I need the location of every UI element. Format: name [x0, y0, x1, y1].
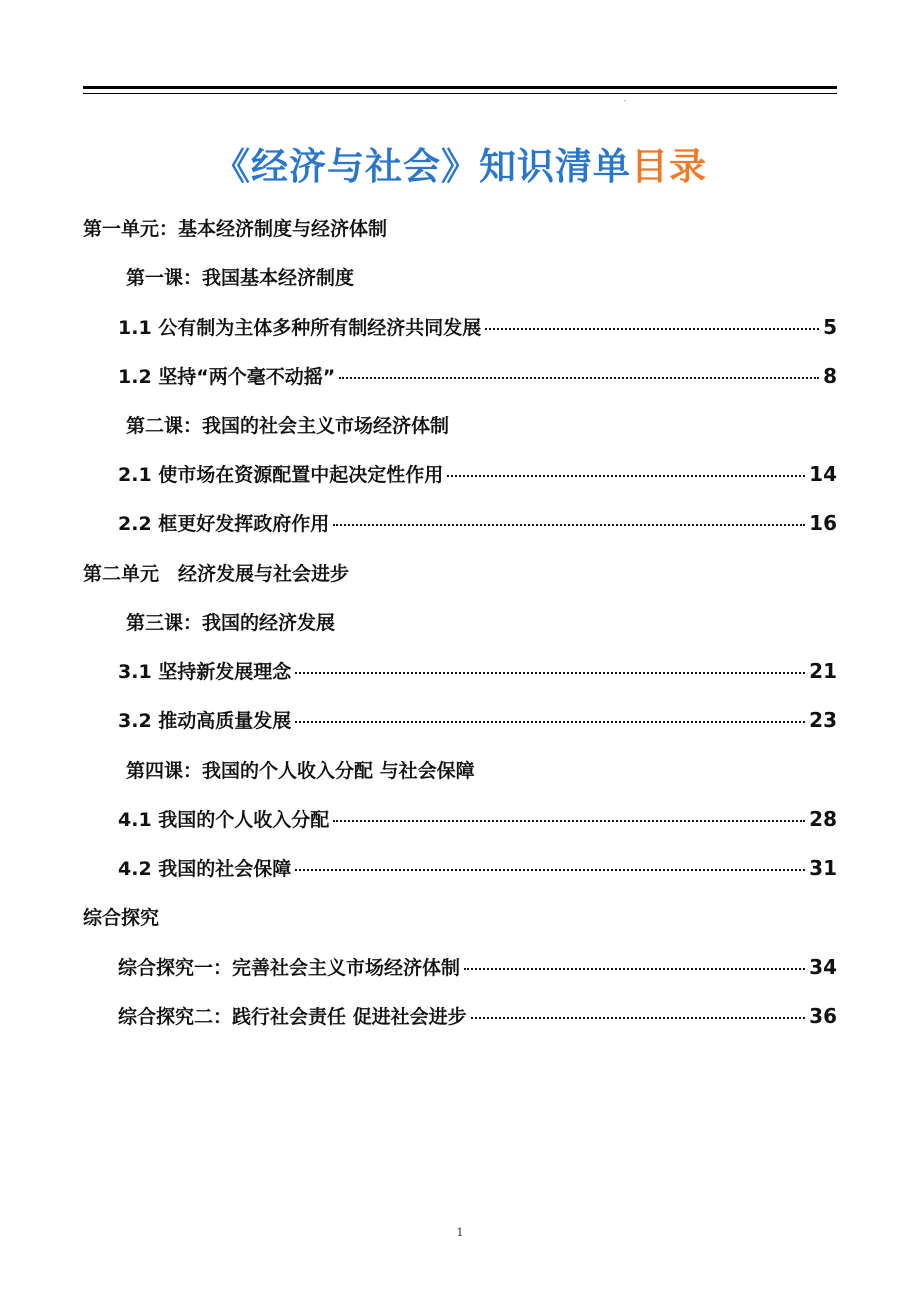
toc-unit-1: 第一单元：基本经济制度与经济体制 — [83, 218, 388, 240]
toc-entry-1-1[interactable] — [118, 313, 837, 340]
toc-entry-label: 3.1 坚持新发展理念 — [118, 661, 292, 683]
toc-entry-page: 36 — [809, 1004, 837, 1028]
dot-leader — [485, 328, 819, 330]
header-mark: , — [624, 96, 626, 103]
page-number: 1 — [456, 1226, 464, 1239]
toc-explore-1[interactable] — [118, 953, 837, 980]
toc-entry-4-2[interactable] — [118, 854, 837, 881]
toc-entry-label: 3.2 推动高质量发展 — [118, 710, 292, 732]
toc-lesson-3: 第三课：我国的经济发展 — [126, 612, 336, 634]
toc-entry-2-2[interactable] — [118, 509, 837, 536]
toc-entry-page: 31 — [809, 856, 837, 880]
toc-entry-page: 5 — [823, 315, 837, 339]
toc-lesson-2: 第二课：我国的社会主义市场经济体制 — [126, 415, 450, 437]
toc-entry-label: 4.2 我国的社会保障 — [118, 858, 292, 880]
toc-entry-page: 8 — [823, 364, 837, 388]
dot-leader — [295, 672, 805, 674]
toc-unit-2: 第二单元 经济发展与社会进步 — [83, 563, 350, 585]
toc-entry-label: 4.1 我国的个人收入分配 — [118, 809, 330, 831]
toc-entry-label: 1.1 公有制为主体多种所有制经济共同发展 — [118, 317, 482, 339]
dot-leader — [295, 869, 805, 871]
title-main: 《经济与社会》知识清单 — [213, 145, 631, 188]
title-suffix: 目录 — [631, 145, 707, 188]
dot-leader — [471, 1017, 806, 1019]
toc-entry-3-2[interactable] — [118, 706, 837, 733]
toc-entry-label: 2.1 使市场在资源配置中起决定性作用 — [118, 464, 444, 486]
toc-entry-page: 21 — [809, 659, 837, 683]
toc-entry-label: 综合探究一：完善社会主义市场经济体制 — [118, 957, 461, 979]
dot-leader — [464, 968, 805, 970]
toc-entry-4-1[interactable] — [118, 805, 837, 832]
page-title — [0, 140, 920, 194]
toc-entry-page: 28 — [809, 807, 837, 831]
dot-leader — [333, 524, 805, 526]
toc-explore-2[interactable] — [118, 1002, 837, 1029]
toc-entry-page: 14 — [809, 462, 837, 486]
dot-leader — [339, 377, 819, 379]
toc-unit-3: 综合探究 — [83, 907, 160, 929]
header-rule-thick — [83, 86, 837, 89]
toc-entry-page: 23 — [809, 708, 837, 732]
toc-entry-label: 综合探究二：践行社会责任 促进社会进步 — [118, 1006, 467, 1028]
toc-entry-3-1[interactable] — [118, 657, 837, 684]
dot-leader — [295, 721, 805, 723]
dot-leader — [447, 475, 805, 477]
toc-entry-page: 34 — [809, 955, 837, 979]
toc-entry-1-2[interactable] — [118, 362, 837, 389]
dot-leader — [333, 820, 805, 822]
toc-entry-label: 2.2 框更好发挥政府作用 — [118, 513, 330, 535]
toc-lesson-1: 第一课：我国基本经济制度 — [126, 267, 355, 289]
toc-entry-label: 1.2 坚持“两个毫不动摇” — [118, 366, 336, 388]
header-rule-thin — [83, 93, 837, 94]
toc-entry-page: 16 — [809, 511, 837, 535]
toc-entry-2-1[interactable] — [118, 460, 837, 487]
toc-lesson-4: 第四课：我国的个人收入分配 与社会保障 — [126, 760, 475, 782]
